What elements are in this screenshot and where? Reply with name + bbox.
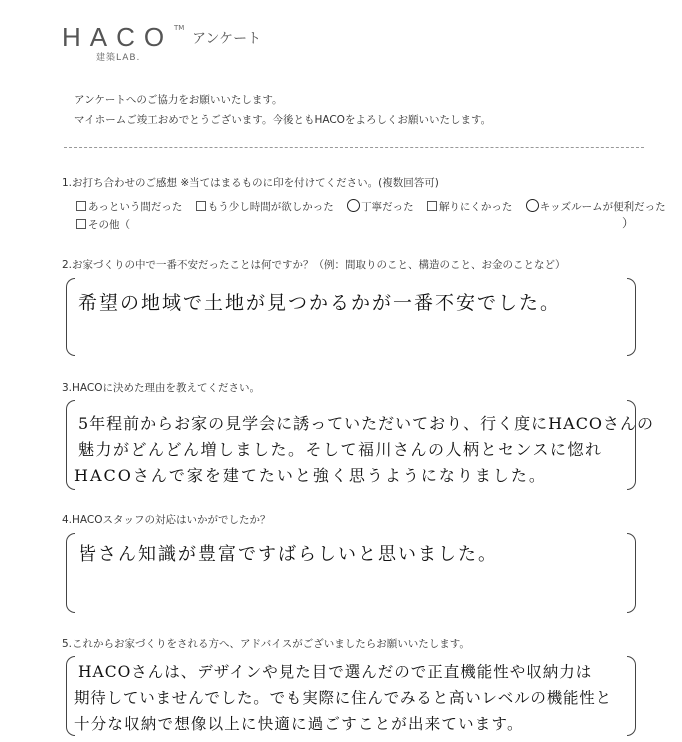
question-2-label: 2.お家づくりの中で一番不安だったことは何ですか？（例：間取りのこと、構造のこと、お金のことなど） [62, 259, 566, 271]
option-hard-to-understand[interactable]: 解りにくかった [427, 201, 513, 213]
other-close-paren: ） [622, 216, 635, 230]
question-3-label: 3.HACOに決めた理由を教えてください。 [62, 382, 261, 394]
question-4-label: 4.HACOスタッフの対応はいかがでしたか？ [62, 514, 271, 526]
question-1-other[interactable]: その他（ [76, 217, 130, 232]
logo-brand: HACO [62, 22, 174, 52]
option-kids-room[interactable]: キッズルームが便利だった [526, 201, 666, 213]
option-quick[interactable]: あっという間だった [76, 201, 182, 213]
checkbox-icon [427, 201, 437, 211]
checkbox-icon [76, 201, 86, 211]
checkbox-icon [196, 201, 206, 211]
answer-3-line-3: HACOさんで家を建てたいと強く思うようになりました。 [74, 466, 547, 485]
intro-line-1: アンケートへのご協力をお願いいたします。 [74, 94, 283, 106]
checked-circle-icon [347, 199, 360, 212]
intro-line-2: マイホームご竣工おめでとうございます。今後ともHACOをよろしくお願いいたします。 [74, 114, 492, 126]
answer-4-line-1: 皆さん知識が豊富ですばらしいと思いました。 [78, 544, 498, 565]
answer-5-line-2: 期待していませんでした。でも実際に住んでみると高いレベルの機能性と [74, 689, 612, 707]
answer-5-line-3: 十分な収納で想像以上に快適に過ごすことが出来ています。 [74, 715, 524, 733]
page-title: アンケート [192, 31, 262, 47]
checked-circle-icon [526, 199, 539, 212]
question-1-label: 1.お打ち合わせのご感想 ※当てはまるものに印を付けてください。(複数回答可) [62, 177, 439, 189]
logo-subtitle: 建築LAB. [96, 53, 141, 63]
option-want-more-time[interactable]: もう少し時間が欲しかった [196, 201, 334, 213]
option-polite[interactable]: 丁寧だった [347, 201, 414, 213]
answer-3-line-1: 5年程前からお家の見学会に誘っていただいており、行く度にHACOさんの [78, 414, 655, 433]
question-5-label: 5.これからお家づくりをされる方へ、アドバイスがございましたらお願いいたします。 [62, 638, 470, 650]
answer-2-line-1: 希望の地域で土地が見つかるかが一番不安でした。 [78, 292, 562, 314]
logo [62, 22, 173, 53]
checkbox-icon [76, 219, 86, 229]
question-1-options [76, 199, 676, 214]
section-divider [64, 147, 644, 148]
trademark-mark: TM [174, 24, 185, 32]
answer-3-line-2: 魅力がどんどん増しました。そして福川さんの人柄とセンスに惚れ [78, 440, 603, 459]
answer-5-line-1: HACOさんは、デザインや見た目で選んだので正直機能性や収納力は [78, 663, 593, 681]
